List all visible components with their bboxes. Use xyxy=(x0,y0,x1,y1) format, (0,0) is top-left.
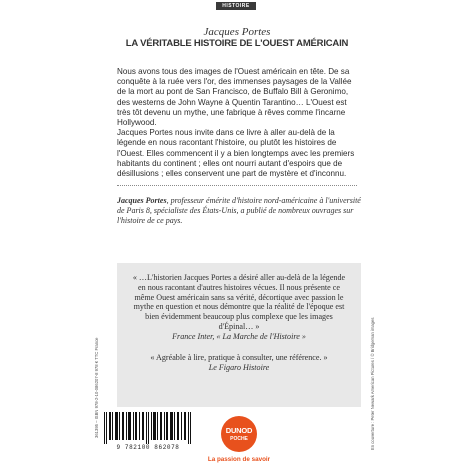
barcode-digits: 9 782100 862078 xyxy=(116,444,180,451)
bio-text: , professeur émérite d'histoire nord-américaine à l'université de Paris 8, spécialiste des États-Unis, a publié de nombreux ouvrages sur l'histoire de ce pays. xyxy=(117,196,361,225)
book-author: Jacques Portes xyxy=(203,26,271,38)
book-title: LA VÉRITABLE HISTOIRE DE L'OUEST AMÉRICAIN xyxy=(125,38,349,49)
author-bio xyxy=(117,196,361,226)
review-2-text: « Agréable à lire, pratique à consulter, une référence. » xyxy=(150,353,328,362)
logo-collection-name: POCHE xyxy=(230,436,248,442)
bio-name: Jacques Portes xyxy=(117,196,167,205)
review-quote-1 xyxy=(130,273,348,342)
blurb-paragraph-1: Nous avons tous des images de l'Ouest américain en tête. De sa conquête à la ruée vers l'or, des immenses paysages de la Vallée de la mort au pont de San Francisco, de Buffalo Bill à Geronimo, des westerns de John Wayne à Quentin Tarantino… L'Ouest est très tôt devenu un mythe, une fabrique à rêves comme l'incarne Hollywood. xyxy=(117,67,352,128)
publisher-tagline: La passion de savoir xyxy=(207,456,271,463)
blurb-paragraph-2: Jacques Portes nous invite dans ce livre à aller au-delà de la légende en nous racontant l'histoire, ou plutôt les histoires de l'Ouest. Elles commencent il y a bien longtemps avec les premiers habitants du continent ; elles ont nourri autant d'espoirs que de désillusions ; elles conservent une part de mystère et d'inconnu. xyxy=(117,128,355,179)
cover-credits: En couverture : Peter Newark American Pictures / © Bridgeman images xyxy=(370,317,375,450)
review-2-source: Le Figaro Histoire xyxy=(208,363,270,372)
isbn-code: 361395 – ISBN 978-2-10-086207-8 978 € TTC France xyxy=(94,337,99,438)
review-1-source: France Inter, « La Marche de l'Histoire » xyxy=(172,331,306,341)
barcode-bars-icon xyxy=(102,412,194,444)
blurb xyxy=(117,67,361,179)
review-1-text: « …L'historien Jacques Portes a désiré aller au-delà de la légende en nous racontant d'autres histoires vécues. Il nous présente ce même Ouest américain sans sa vérité, décortique avec passion le mythe en question et nous démontre que la réalité de l'époque est bien évidemment beaucoup plus complexe que les images d'Épinal… » xyxy=(132,273,346,331)
series-label: HISTOIRE xyxy=(216,2,256,10)
dotted-divider xyxy=(117,185,357,186)
review-quote-2 xyxy=(130,353,348,373)
credits-side-text xyxy=(370,272,380,452)
logo-publisher-name: DUNOD xyxy=(225,426,253,435)
